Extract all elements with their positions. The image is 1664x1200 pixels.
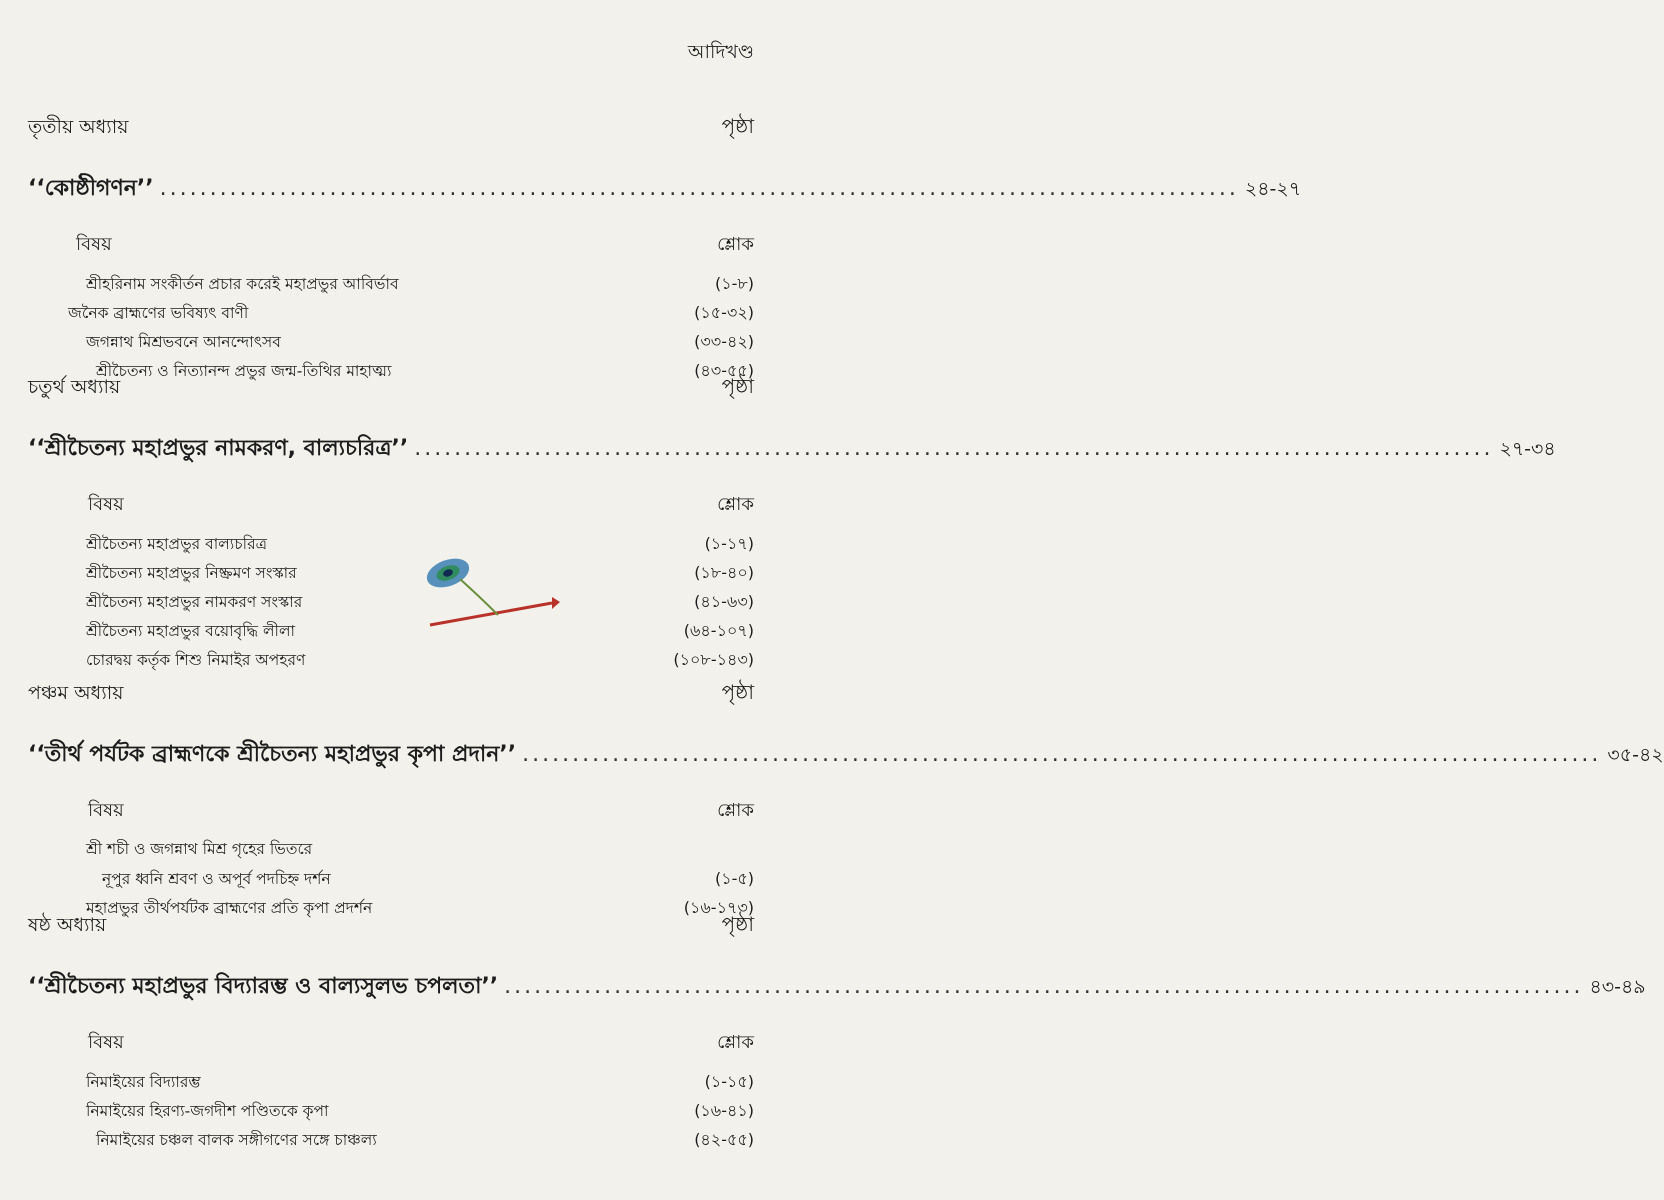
list-item [28, 558, 754, 587]
topic-text: নিমাইয়ের হিরণ্য-জগদীশ পণ্ডিতকে কৃপা [86, 1102, 329, 1120]
topic-text: শ্রীহরিনাম সংকীর্তন প্রচার করেই মহাপ্রভুর আবির্ভাব [86, 275, 399, 293]
verse-range: (১-৫) [714, 869, 754, 888]
verse-range: (৩৩-৪২) [694, 332, 754, 351]
chapter-page-range: ২৪-২৭ [1244, 178, 1302, 200]
topic-text: শ্রীচৈতন্য মহাপ্রভুর বাল্যচরিত্র [86, 535, 267, 553]
chapter-title-row [28, 171, 1302, 208]
chapter-title: ‘‘শ্রীচৈতন্য মহাপ্রভুর বিদ্যারম্ভ ও বাল্যসুলভ চপলতা’’ [28, 974, 499, 999]
list-item [28, 645, 754, 674]
topic-column-label: বিষয় [76, 234, 112, 255]
chapter-title-row [28, 431, 1556, 468]
chapter-4 [28, 372, 1556, 674]
topic-text: জনৈক ব্রাহ্মণের ভবিষ্যৎ বাণী [68, 304, 249, 322]
verse-range: (১-৮) [714, 274, 754, 293]
list-item [28, 529, 754, 558]
verse-range: (১-১৫) [704, 1072, 754, 1091]
page-column-label: পৃষ্ঠা [721, 680, 754, 704]
chapter-heading-row [28, 372, 754, 405]
verse-range: (১৬-৪১) [694, 1101, 754, 1120]
leader-dots: ............................................................................................................ [414, 436, 1494, 461]
topic-list [28, 1067, 754, 1154]
list-item [28, 864, 754, 893]
chapter-page-range: ৪৩-৪৯ [1589, 976, 1646, 998]
chapter-heading: চতুর্থ অধ্যায় [28, 376, 121, 398]
topic-list [28, 269, 754, 385]
chapter-heading: পঞ্চম অধ্যায় [28, 682, 124, 704]
verse-range: (১-১৭) [704, 534, 754, 553]
topic-text: চোরদ্বয় কর্তৃক শিশু নিমাইর অপহরণ [86, 651, 306, 669]
chapter-title: ‘‘তীর্থ পর্যটক ব্রাহ্মণকে শ্রীচৈতন্য মহাপ্রভুর কৃপা প্রদান’’ [28, 742, 517, 767]
list-item [28, 298, 754, 327]
section-header: আদিখণ্ড [687, 41, 754, 63]
chapter-heading: তৃতীয় অধ্যায় [28, 116, 129, 138]
verse-range: (১০৮-১৪৩) [673, 650, 754, 669]
chapter-5 [28, 678, 1664, 922]
chapter-page-range: ২৭-৩৪ [1499, 438, 1556, 460]
topic-text: শ্রীচৈতন্য মহাপ্রভুর নিষ্ক্রমণ সংস্কার [86, 564, 297, 582]
chapter-title-row [28, 737, 1664, 774]
topic-header-row [28, 230, 754, 261]
page-column-label: পৃষ্ঠা [721, 912, 754, 936]
leader-dots: ............................................................................................................ [159, 176, 1239, 201]
list-item [28, 327, 754, 356]
list-item [28, 1125, 754, 1154]
chapter-heading: ষষ্ঠ অধ্যায় [28, 914, 107, 936]
topic-header-row [28, 1028, 754, 1059]
chapter-page-range: ৩৫-৪২ [1607, 744, 1664, 766]
chapter-title-row [28, 969, 1646, 1006]
topic-column-label: বিষয় [88, 494, 124, 515]
topic-text: শ্রীচৈতন্য মহাপ্রভুর নামকরণ সংস্কার [86, 593, 303, 611]
verse-range: (৬৪-১০৭) [683, 621, 754, 640]
verse-range: (৪৩-৫৫) [694, 361, 754, 380]
verse-range: (১৫-৩২) [694, 303, 754, 322]
verse-column-label: শ্লোক [717, 234, 754, 255]
topic-text: শ্রীচৈতন্য ও নিত্যানন্দ প্রভুর জন্ম-তিথির মাহাত্ম্য [96, 362, 392, 380]
list-item [28, 835, 754, 864]
page-column-label: পৃষ্ঠা [721, 374, 754, 398]
topic-column-label: বিষয় [88, 1032, 124, 1053]
topic-text: নূপুর ধ্বনি শ্রবণ ও অপূর্ব পদচিহ্ন দর্শন [102, 870, 331, 888]
list-item [28, 1067, 754, 1096]
page-column-label: পৃষ্ঠা [721, 114, 754, 138]
topic-list [28, 835, 754, 922]
leader-dots: ............................................................................................................ [504, 974, 1584, 999]
topic-text: জগন্নাথ মিশ্রভবনে আনন্দোৎসব [86, 333, 281, 351]
topic-text: মহাপ্রভুর তীর্থপর্যটক ব্রাহ্মণের প্রতি কৃপা প্রদর্শন [86, 899, 373, 917]
verse-range: (৪১-৬৩) [694, 592, 754, 611]
peacock-feather-icon [420, 545, 560, 640]
topic-text: নিমাইয়ের বিদ্যারম্ভ [86, 1073, 201, 1091]
topic-header-row [28, 490, 754, 521]
chapter-title: ‘‘কোষ্ঠীগণন’’ [28, 176, 154, 201]
chapter-heading-row [28, 112, 754, 145]
chapter-title: ‘‘শ্রীচৈতন্য মহাপ্রভুর নামকরণ, বাল্যচরিত্র’’ [28, 436, 409, 461]
leader-dots: ............................................................................................................ [522, 742, 1602, 767]
verse-column-label: শ্লোক [717, 800, 754, 821]
list-item [28, 1096, 754, 1125]
chapter-heading-row [28, 678, 754, 711]
list-item [28, 269, 754, 298]
topic-text: শ্রীচৈতন্য মহাপ্রভুর বয়োবৃদ্ধি লীলা [86, 622, 295, 640]
list-item [28, 616, 754, 645]
topic-text: নিমাইয়ের চঞ্চল বালক সঙ্গীগণের সঙ্গে চাঞ্চল্য [96, 1131, 377, 1149]
list-item [28, 587, 754, 616]
topic-header-row [28, 796, 754, 827]
verse-column-label: শ্লোক [717, 1032, 754, 1053]
verse-range: (১৮-৪০) [694, 563, 754, 582]
verse-range: (৪২-৫৫) [694, 1130, 754, 1149]
chapter-6 [28, 910, 1646, 1154]
chapter-3 [28, 112, 1302, 385]
topic-list [28, 529, 754, 674]
topic-column-label: বিষয় [88, 800, 124, 821]
chapter-heading-row [28, 910, 754, 943]
verse-column-label: শ্লোক [717, 494, 754, 515]
verse-range: (১৬-১৭৩) [683, 898, 754, 917]
topic-text: শ্রী শচী ও জগন্নাথ মিশ্র গৃহের ভিতরে [86, 840, 313, 858]
